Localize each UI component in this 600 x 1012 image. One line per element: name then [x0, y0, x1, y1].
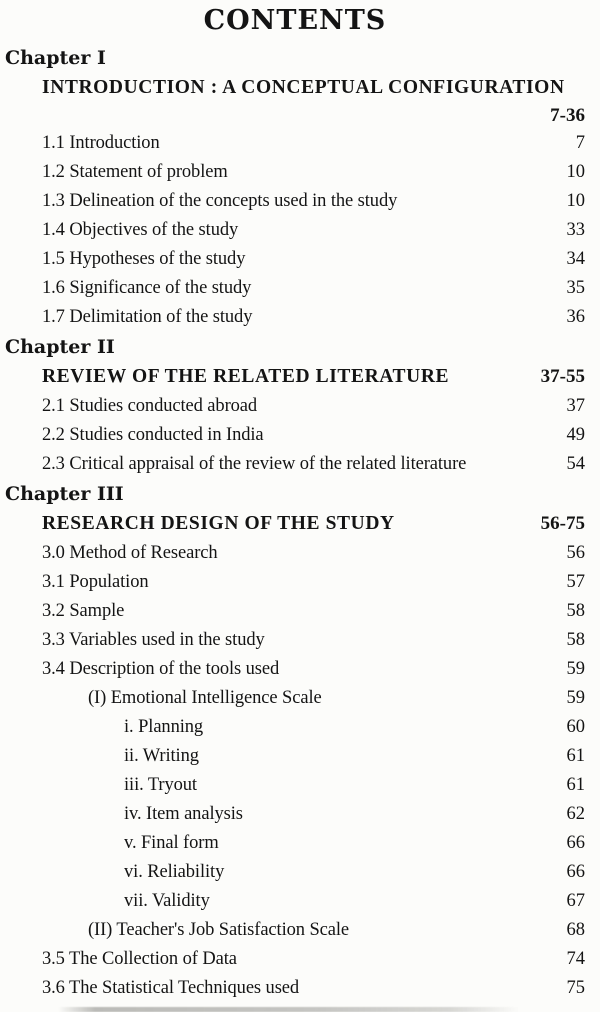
entry-page-number: 66	[566, 833, 585, 853]
entry-label: 1.5 Hypotheses of the study	[42, 249, 246, 269]
entry-label: vi. Reliability	[124, 862, 225, 882]
entry-label: 3.1 Population	[42, 572, 149, 592]
entry-page-number: 54	[566, 454, 585, 474]
toc-entry	[5, 303, 585, 332]
toc-entry	[5, 713, 585, 742]
entry-label: 1.6 Significance of the study	[42, 278, 252, 298]
entry-label: 1.3 Delineation of the concepts used in the study	[42, 191, 398, 211]
toc-entry	[5, 450, 585, 479]
toc-entry	[5, 216, 585, 245]
entry-page-number: 61	[566, 775, 585, 795]
entry-label: (I) Emotional Intelligence Scale	[88, 688, 322, 708]
entry-label: 3.2 Sample	[42, 601, 125, 621]
entry-page-number: 68	[566, 920, 585, 940]
toc-entry	[5, 129, 585, 158]
toc-entry	[5, 829, 585, 858]
entry-page-number: 58	[566, 601, 585, 621]
entry-page-number: 59	[566, 688, 585, 708]
entry-page-number: 66	[566, 862, 585, 882]
entry-label: (II) Teacher's Job Satisfaction Scale	[88, 920, 350, 940]
toc-entry	[5, 800, 585, 829]
chapter-page-range: 37-55	[540, 366, 585, 387]
page-title: CONTENTS	[203, 5, 387, 36]
entry-label: i. Planning	[124, 717, 204, 737]
entry-page-number: 7	[575, 133, 585, 153]
chapter-label: Chapter III	[5, 483, 124, 505]
chapter-page-range: 56-75	[540, 513, 585, 534]
toc-entry	[5, 597, 585, 626]
entry-label: v. Final form	[124, 833, 219, 853]
entry-label: 3.4 Description of the tools used	[42, 659, 280, 679]
entry-label: 1.7 Delimitation of the study	[42, 307, 253, 327]
toc	[5, 43, 585, 1003]
entry-label: 1.2 Statement of problem	[42, 162, 228, 182]
entry-page-number: 59	[566, 659, 585, 679]
entry-label: 2.1 Studies conducted abroad	[42, 396, 258, 416]
chapter-title: REVIEW OF THE RELATED LITERATURE	[42, 366, 450, 387]
toc-entry	[5, 742, 585, 771]
toc-entry	[5, 421, 585, 450]
entry-label: iii. Tryout	[124, 775, 197, 795]
entry-page-number: 33	[566, 220, 585, 240]
toc-entry	[5, 187, 585, 216]
entry-label: 2.3 Critical appraisal of the review of the related literature	[42, 454, 467, 474]
chapter-title: RESEARCH DESIGN OF THE STUDY	[42, 513, 395, 534]
entry-label: vii. Validity	[124, 891, 210, 911]
toc-entry	[5, 539, 585, 568]
toc-entry	[5, 245, 585, 274]
entry-label: 1.4 Objectives of the study	[42, 220, 239, 240]
toc-entry	[5, 945, 585, 974]
entry-page-number: 58	[566, 630, 585, 650]
toc-entry	[5, 887, 585, 916]
toc-entry	[5, 771, 585, 800]
scan-shadow-artifact	[58, 1007, 520, 1012]
entry-page-number: 75	[566, 978, 585, 998]
entry-page-number: 10	[566, 191, 585, 211]
entry-label: iv. Item analysis	[124, 804, 243, 824]
entry-page-number: 49	[566, 425, 585, 445]
entry-label: 3.5 The Collection of Data	[42, 949, 237, 969]
toc-entry	[5, 916, 585, 945]
entry-label: 1.1 Introduction	[42, 133, 160, 153]
entry-page-number: 56	[566, 543, 585, 563]
entry-label: 2.2 Studies conducted in India	[42, 425, 264, 445]
entry-page-number: 62	[566, 804, 585, 824]
toc-entry	[5, 274, 585, 303]
entry-page-number: 34	[566, 249, 585, 269]
toc-entry	[5, 392, 585, 421]
chapter-title-row	[5, 509, 585, 539]
chapter-title: INTRODUCTION : A CONCEPTUAL CONFIGURATION	[42, 77, 565, 98]
entry-label: 3.0 Method of Research	[42, 543, 218, 563]
entry-page-number: 60	[566, 717, 585, 737]
toc-entry	[5, 568, 585, 597]
entry-page-number: 36	[566, 307, 585, 327]
chapter-label: Chapter II	[5, 336, 115, 358]
toc-entry	[5, 974, 585, 1003]
entry-page-number: 67	[566, 891, 585, 911]
entry-label: ii. Writing	[124, 746, 199, 766]
chapter-label: Chapter I	[5, 47, 106, 69]
entry-page-number: 74	[566, 949, 585, 969]
entry-page-number: 35	[566, 278, 585, 298]
entry-label: 3.3 Variables used in the study	[42, 630, 265, 650]
entry-page-number: 61	[566, 746, 585, 766]
chapter-title-row	[5, 73, 585, 103]
entry-page-number: 10	[566, 162, 585, 182]
toc-entry	[5, 684, 585, 713]
entry-page-number: 37	[566, 396, 585, 416]
toc-entry	[5, 158, 585, 187]
toc-entry	[5, 655, 585, 684]
entry-page-number: 57	[566, 572, 585, 592]
chapter-title-row	[5, 362, 585, 392]
chapter-page-range: 7-36	[550, 105, 585, 126]
toc-entry	[5, 858, 585, 887]
toc-entry	[5, 626, 585, 655]
entry-label: 3.6 The Statistical Techniques used	[42, 978, 300, 998]
